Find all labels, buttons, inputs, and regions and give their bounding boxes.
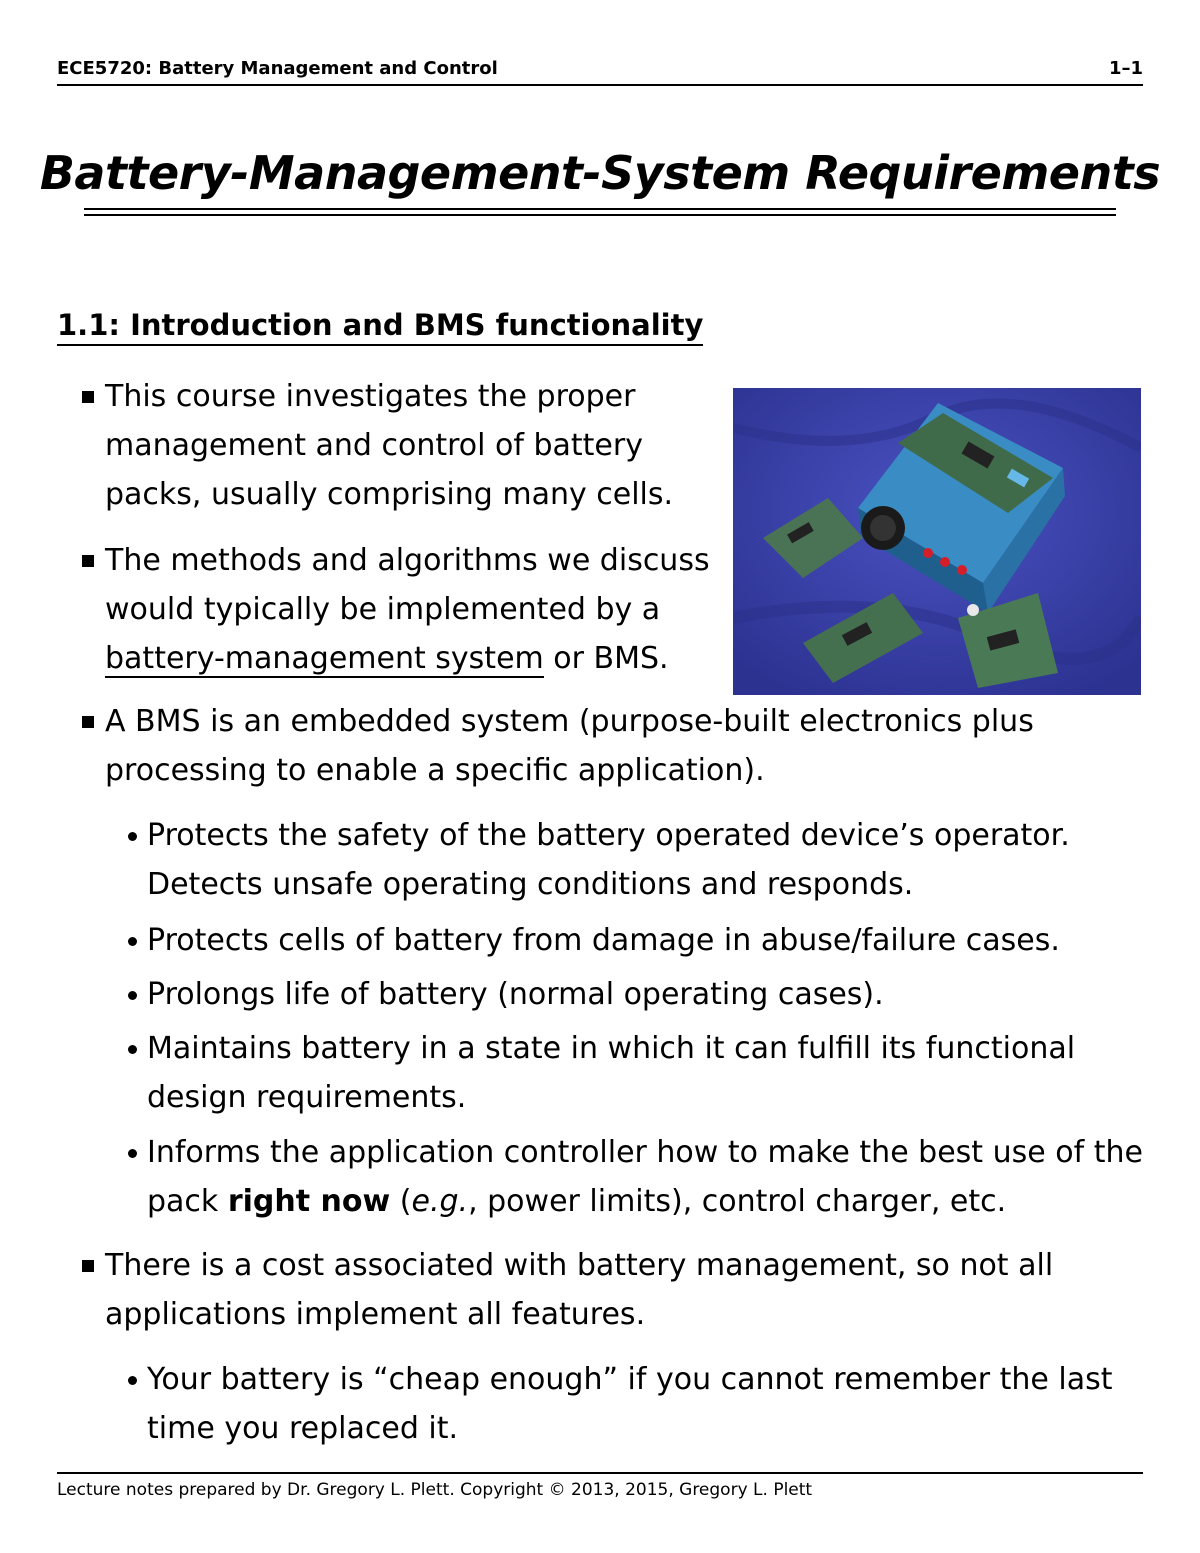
text-line: would typically be implemented by a [105, 592, 661, 627]
bullet-cost [105, 1241, 1053, 1339]
square-bullet-marker [82, 716, 94, 728]
text-line: Prolongs life of battery (normal operating cases). [147, 977, 884, 1012]
emphasis-right-now: right now [227, 1184, 391, 1219]
text-line: time you replaced it. [147, 1411, 459, 1446]
text-run: , power limits), control charger, etc. [468, 1184, 1007, 1219]
round-bullet-marker [128, 1045, 137, 1054]
text-line [147, 1177, 1143, 1226]
subbullet-prolong-life [147, 970, 884, 1019]
square-bullet-marker [82, 1260, 94, 1272]
text-line: Protects the safety of the battery operated device’s operator. [147, 818, 1070, 853]
round-bullet-marker [128, 991, 137, 1000]
round-bullet-marker [128, 1376, 137, 1385]
text-line: processing to enable a specific application). [105, 753, 765, 788]
text-line: Your battery is “cheap enough” if you cannot remember the last [147, 1362, 1113, 1397]
subbullet-maintain-state [147, 1024, 1075, 1122]
square-bullet-marker [82, 391, 94, 403]
title-rule-top [84, 208, 1116, 210]
text-line: There is a cost associated with battery management, so not all [105, 1248, 1054, 1283]
section-heading: 1.1: Introduction and BMS functionality [57, 307, 703, 346]
page-title: Battery-Management-System Requirements [39, 146, 1161, 200]
round-bullet-marker [128, 937, 137, 946]
title-rule-bottom [84, 214, 1116, 216]
text-line: Protects cells of battery from damage in abuse/failure cases. [147, 923, 1060, 958]
text-run: ( [390, 1184, 412, 1219]
text-line: The methods and algorithms we discuss [105, 543, 710, 578]
text-line: packs, usually comprising many cells. [105, 477, 674, 512]
text-run: pack [147, 1184, 228, 1219]
emphasis-eg: e.g. [411, 1184, 469, 1219]
subbullet-inform-controller [147, 1128, 1143, 1226]
text-line: Informs the application controller how to make the best use of the [147, 1135, 1143, 1170]
bms-hardware-illustration [733, 388, 1141, 695]
text-line: A BMS is an embedded system (purpose-built electronics plus [105, 704, 1034, 739]
text-line [105, 634, 710, 683]
footer-rule [57, 1472, 1143, 1474]
bms-term: battery-management system [105, 641, 544, 676]
text-run: or BMS. [543, 641, 669, 676]
text-line: management and control of battery [105, 428, 643, 463]
square-bullet-marker [82, 555, 94, 567]
running-header [57, 58, 1143, 86]
text-line: applications implement all features. [105, 1297, 646, 1332]
round-bullet-marker [128, 1149, 137, 1158]
round-bullet-marker [128, 832, 137, 841]
footer-copyright: Lecture notes prepared by Dr. Gregory L. Plett. Copyright © 2013, 2015, Gregory L. Plett [57, 1480, 813, 1500]
text-line: Detects unsafe operating conditions and responds. [147, 867, 914, 902]
bullet-methods [105, 536, 710, 683]
subbullet-cheap-enough [147, 1355, 1113, 1453]
text-line: This course investigates the proper [105, 379, 636, 414]
bms-hardware-photo [733, 388, 1141, 695]
bullet-bms-definition [105, 697, 1034, 795]
subbullet-safety [147, 811, 1070, 909]
bullet-course-intro [105, 372, 673, 519]
subbullet-protect-cells [147, 916, 1060, 965]
page-number: 1–1 [1108, 58, 1143, 79]
text-line: design requirements. [147, 1080, 467, 1115]
text-line: Maintains battery in a state in which it can fulfill its functional [147, 1031, 1076, 1066]
course-title: ECE5720: Battery Management and Control [57, 58, 498, 79]
